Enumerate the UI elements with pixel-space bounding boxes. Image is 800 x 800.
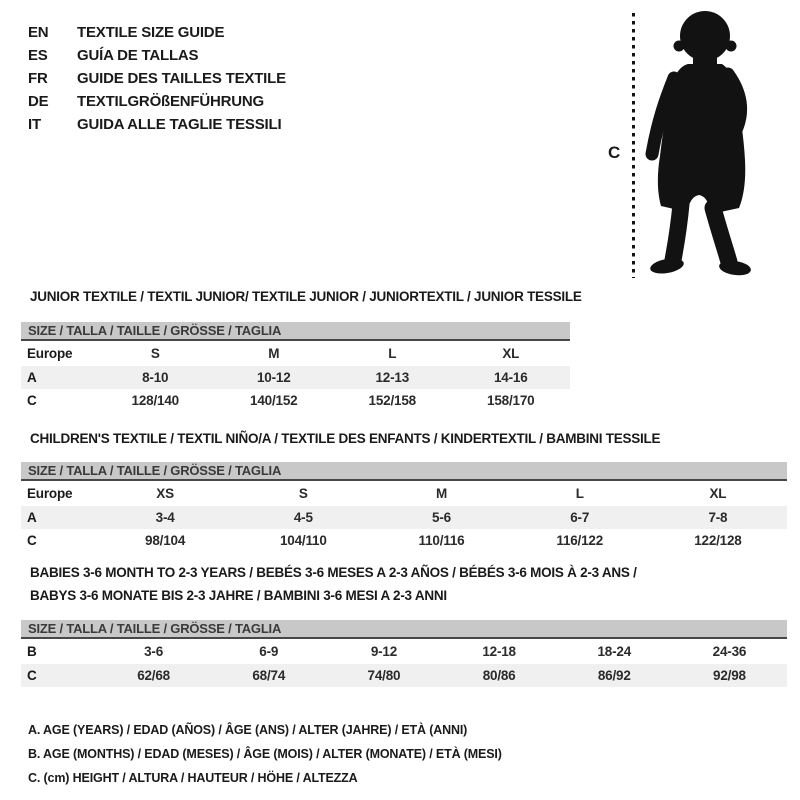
table-row bbox=[21, 529, 787, 552]
table-cell: 158/170 bbox=[487, 393, 535, 408]
table-cell: M bbox=[435, 486, 448, 501]
table-cell: 3-6 bbox=[144, 644, 164, 659]
language-title: GUIDE DES TAILLES TEXTILE bbox=[77, 70, 286, 87]
table-cell: XS bbox=[156, 486, 174, 501]
footnote-line: C. (cm) HEIGHT / ALTURA / HAUTEUR / HÖHE / ALTEZZA bbox=[28, 771, 358, 785]
row-values bbox=[96, 668, 787, 683]
table-cell: 116/122 bbox=[556, 533, 604, 548]
size-table bbox=[21, 341, 570, 412]
table-cell: 98/104 bbox=[145, 533, 186, 548]
size-header-bar: SIZE / TALLA / TAILLE / GRÖSSE / TAGLIA bbox=[21, 322, 570, 341]
size-header-bar: SIZE / TALLA / TAILLE / GRÖSSE / TAGLIA bbox=[21, 462, 787, 481]
table-cell: 9-12 bbox=[370, 644, 398, 659]
row-values bbox=[96, 346, 570, 361]
language-row bbox=[28, 44, 286, 67]
table-cell: 24-36 bbox=[712, 644, 747, 659]
table-cell: 8-10 bbox=[142, 370, 169, 385]
section-children-textile bbox=[21, 431, 787, 552]
language-row bbox=[28, 113, 286, 136]
row-label: B bbox=[27, 644, 37, 659]
table-cell: 12-13 bbox=[375, 370, 410, 385]
table-cell: 122/128 bbox=[694, 533, 742, 548]
table-cell: 62/68 bbox=[137, 668, 170, 683]
table-cell: XL bbox=[709, 486, 727, 501]
table-cell: 6-9 bbox=[259, 644, 279, 659]
table-row bbox=[21, 506, 787, 529]
table-cell: 86/92 bbox=[597, 668, 631, 683]
row-values bbox=[96, 393, 570, 408]
row-label: C bbox=[27, 393, 37, 408]
language-code: IT bbox=[28, 116, 41, 133]
table-cell: 128/140 bbox=[131, 393, 179, 408]
table-cell: 3-4 bbox=[155, 510, 175, 525]
row-label: Europe bbox=[27, 486, 73, 501]
table-row bbox=[21, 664, 787, 687]
language-title: TEXTILGRÖßENFÜHRUNG bbox=[77, 93, 265, 110]
language-title: TEXTILE SIZE GUIDE bbox=[77, 24, 225, 41]
table-cell: S bbox=[298, 486, 308, 501]
table-cell: 7-8 bbox=[708, 510, 728, 525]
row-values bbox=[96, 510, 787, 525]
size-table bbox=[21, 639, 787, 687]
table-cell: 12-18 bbox=[482, 644, 516, 659]
language-row bbox=[28, 90, 286, 113]
size-table bbox=[21, 481, 787, 552]
language-code: FR bbox=[28, 70, 48, 87]
row-values bbox=[96, 370, 570, 385]
table-row bbox=[21, 341, 570, 366]
row-label: C bbox=[27, 533, 37, 548]
row-label: C bbox=[27, 668, 37, 683]
table-cell: 4-5 bbox=[293, 510, 313, 525]
measure-line-label: C bbox=[608, 143, 621, 162]
table-cell: 14-16 bbox=[493, 370, 528, 385]
footnotes bbox=[28, 718, 502, 790]
language-title: GUIDA ALLE TAGLIE TESSILI bbox=[77, 116, 282, 133]
language-title: GUÍA DE TALLAS bbox=[77, 47, 199, 64]
table-row bbox=[21, 366, 570, 389]
section-title: JUNIOR TEXTILE / TEXTIL JUNIOR/ TEXTILE JUNIOR / JUNIORTEXTIL / JUNIOR TESSILE bbox=[30, 289, 582, 304]
table-cell: 6-7 bbox=[570, 510, 590, 525]
language-header bbox=[28, 21, 286, 136]
row-values bbox=[96, 533, 787, 548]
table-cell: 5-6 bbox=[432, 510, 451, 525]
table-cell: 74/80 bbox=[367, 668, 401, 683]
language-code: DE bbox=[28, 93, 49, 110]
table-row bbox=[21, 481, 787, 506]
table-cell: L bbox=[388, 346, 397, 361]
language-row bbox=[28, 21, 286, 44]
table-cell: 68/74 bbox=[252, 668, 286, 683]
table-cell: 92/98 bbox=[713, 668, 746, 683]
table-cell: XL bbox=[502, 346, 520, 361]
section-babies-textile bbox=[21, 565, 787, 687]
table-cell: 110/116 bbox=[418, 533, 465, 548]
section-title: BABIES 3-6 MONTH TO 2-3 YEARS / BEBÉS 3-6 MESES A 2-3 AÑOS / BÉBÉS 3-6 MOIS À 2-3 ANS / bbox=[30, 565, 637, 580]
table-cell: S bbox=[150, 346, 160, 361]
table-cell: 104/110 bbox=[279, 533, 327, 548]
size-header-bar: SIZE / TALLA / TAILLE / GRÖSSE / TAGLIA bbox=[21, 620, 787, 639]
language-code: ES bbox=[28, 47, 48, 64]
row-label: A bbox=[27, 370, 37, 385]
table-cell: M bbox=[268, 346, 280, 361]
table-cell: 18-24 bbox=[597, 644, 632, 659]
table-cell: 152/158 bbox=[368, 393, 416, 408]
table-cell: 10-12 bbox=[256, 370, 291, 385]
table-cell: 80/86 bbox=[482, 668, 516, 683]
toddler-silhouette-icon bbox=[643, 8, 765, 282]
footnote-line: B. AGE (MONTHS) / EDAD (MESES) / ÂGE (MOIS) / ALTER (MONATE) / ETÀ (MESI) bbox=[28, 747, 502, 761]
section-title-line2: BABYS 3-6 MONATE BIS 2-3 JAHRE / BAMBINI 3-6 MESI A 2-3 ANNI bbox=[30, 588, 447, 603]
row-values bbox=[96, 486, 787, 501]
row-values bbox=[96, 644, 787, 659]
language-row bbox=[28, 67, 286, 90]
language-code: EN bbox=[28, 24, 49, 41]
section-junior-textile bbox=[21, 289, 582, 412]
height-measure-dashed-line bbox=[632, 13, 635, 278]
table-cell: L bbox=[575, 486, 584, 501]
footnote-line: A. AGE (YEARS) / EDAD (AÑOS) / ÂGE (ANS) / ALTER (JAHRE) / ETÀ (ANNI) bbox=[28, 723, 468, 737]
section-title: CHILDREN'S TEXTILE / TEXTIL NIÑO/A / TEXTILE DES ENFANTS / KINDERTEXTIL / BAMBINI TESSILE bbox=[30, 431, 661, 446]
table-row bbox=[21, 389, 570, 412]
row-label: Europe bbox=[27, 346, 73, 361]
row-label: A bbox=[27, 510, 37, 525]
table-cell: 140/152 bbox=[250, 393, 298, 408]
table-row bbox=[21, 639, 787, 664]
